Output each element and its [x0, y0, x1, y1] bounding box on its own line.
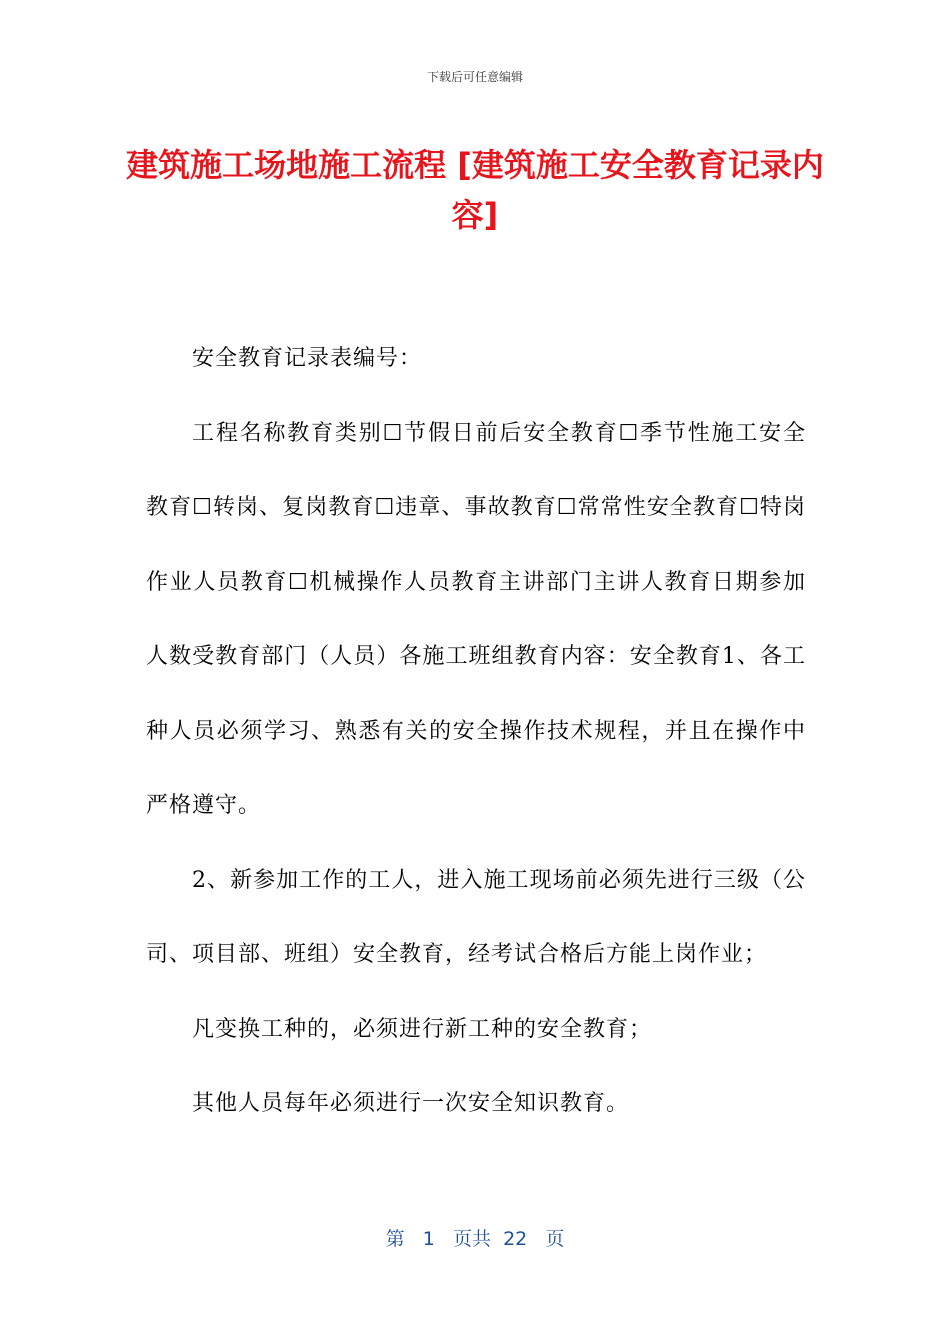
footer-page-prefix: 第 [385, 1228, 405, 1250]
paragraph-job-change: 凡变换工种的，必须进行新工种的安全教育； [192, 1016, 653, 1042]
page-footer [0, 1224, 950, 1251]
document-body [146, 322, 806, 1142]
document-title: 建筑施工场地施工流程 [建筑施工安全教育记录内容] [126, 146, 824, 234]
paragraph-record-number: 安全教育记录表编号： [192, 346, 423, 371]
header-note: 下载后可任意编辑 [426, 70, 523, 84]
footer-page-middle: 页共 [452, 1228, 491, 1250]
paragraph-education-content: 工程名称教育类别☐节假日前后安全教育☐季节性施工安全教育☐转岗、复岗教育☐违章、事故教育☐常常性安全教育☐特岗作业人员教育☐机械操作人员教育主讲部门主讲人教育日期参加人数受教育部门（人员）各施工班组教育内容：安全教育1、各工种人员必须学习、熟悉有关的安全操作技术规程，并且在操作中严格遵守。 [146, 420, 806, 818]
footer-current-page: 1 [422, 1228, 435, 1250]
footer-total-pages: 22 [503, 1228, 528, 1250]
paragraph-annual-training: 其他人员每年必须进行一次安全知识教育。 [192, 1091, 630, 1116]
paragraph-new-workers: 2、新参加工作的工人，进入施工现场前必须先进行三级（公司、项目部、班组）安全教育，经考试合格后方能上岗作业； [146, 867, 806, 967]
footer-page-suffix: 页 [545, 1228, 565, 1250]
